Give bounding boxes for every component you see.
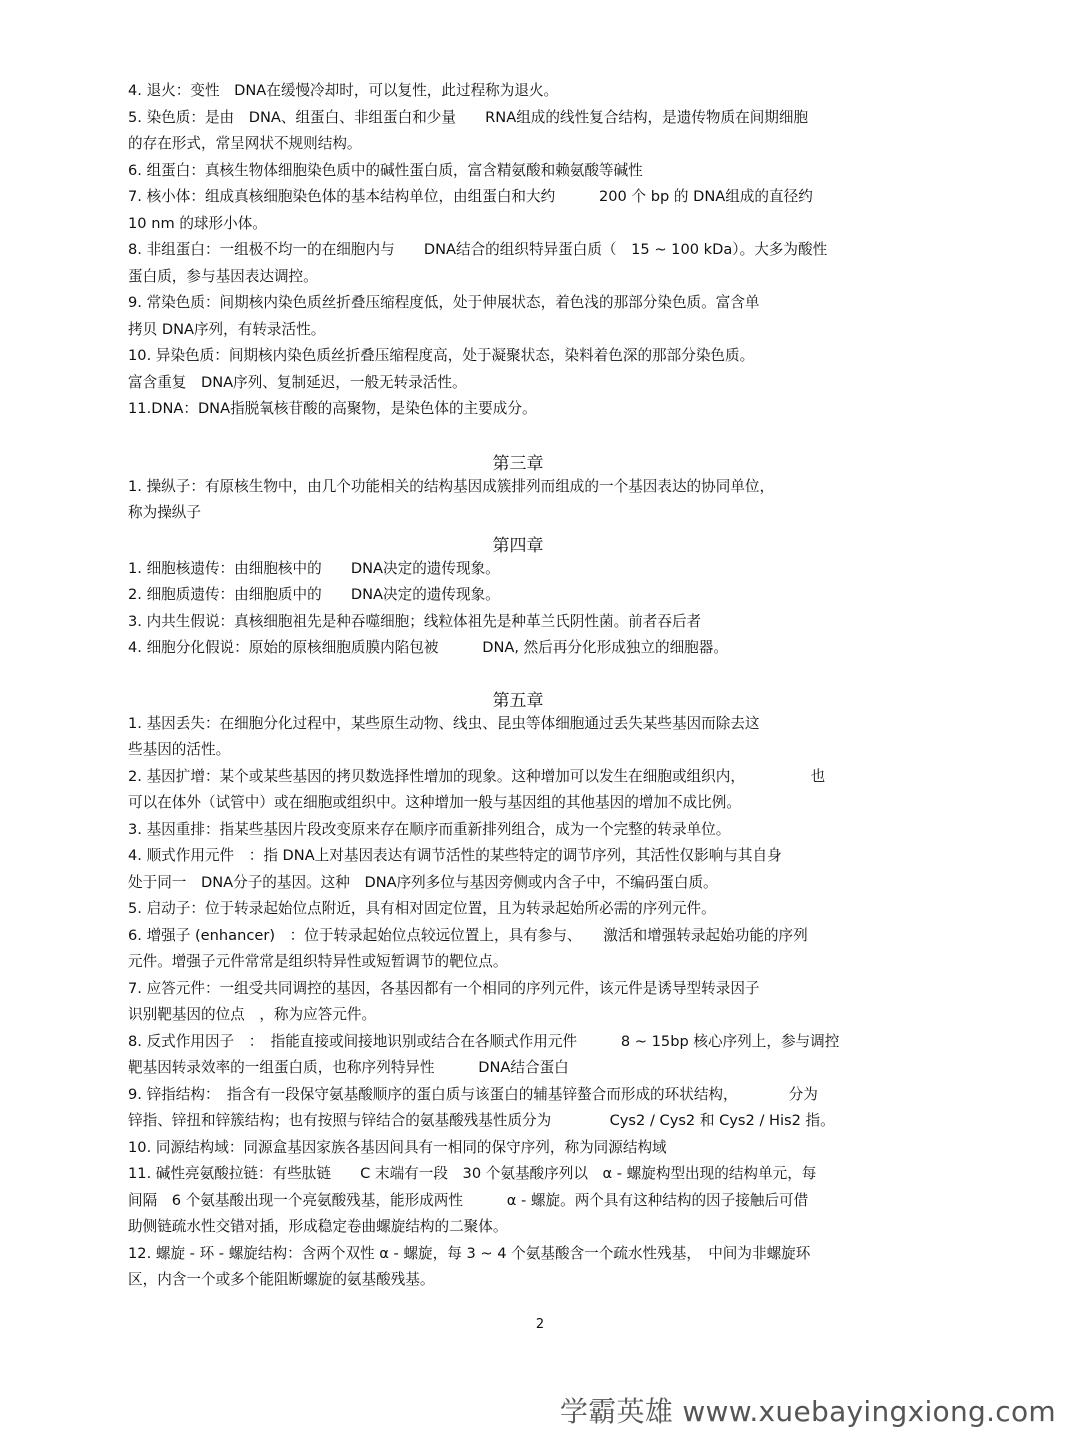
text-line: 拷贝 DNA序列，有转录活性。 <box>128 320 326 338</box>
text-line: 4. 退火：变性 DNA在缓慢冷却时，可以复性，此过程称为退火。 <box>128 82 559 99</box>
text-line: 4. 细胞分化假说：原始的原核细胞质膜内陷包被 DNA, 然后再分化形成独立的细胞器。 <box>128 639 728 656</box>
text-line: 10. 同源结构域：同源盒基因家族各基因间具有一相同的保守序列，称为同源结构域 <box>128 1138 667 1156</box>
text-line: 1. 细胞核遗传：由细胞核中的 DNA决定的遗传现象。 <box>128 559 500 577</box>
text-line: 助侧链疏水性交错对插，形成稳定卷曲螺旋结构的二聚体。 <box>128 1218 508 1235</box>
text-line: 4. 顺式作用元件 ：指 DNA上对基因表达有调节活性的某些特定的调节序列，其活性仅影响与其自身 <box>128 847 782 864</box>
text-line: 些基因的活性。 <box>128 741 231 758</box>
text-line: 富含重复 DNA序列、复制延迟，一般无转录活性。 <box>128 373 467 391</box>
text-line: 6. 组蛋白：真核生物体细胞染色质中的碱性蛋白质，富含精氨酸和赖氨酸等碱性 <box>128 161 643 179</box>
text-line: 1. 基因丢失：在细胞分化过程中，某些原生动物、线虫、昆虫等体细胞通过丢失某些基因而除去这 <box>128 714 760 732</box>
chapter-4-section <box>128 556 928 662</box>
text-line: 12. 螺旋 - 环 - 螺旋结构：含两个双性 α - 螺旋，每 3 ~ 4 个氨基酸含一个疏水性残基， 中间为非螺旋环 <box>128 1244 811 1262</box>
text-line: 元件。增强子元件常常是组织特异性或短暂调节的靶位点。 <box>128 953 508 970</box>
chapter-3-section <box>128 474 928 527</box>
chapter-5-title: 第五章 <box>492 690 544 711</box>
page-number: 2 <box>535 1317 545 1332</box>
text-line: 8. 反式作用因子 ： 指能直接或间接地识别或结合在各顺式作用元件 8 ~ 15bp 核心序列上，参与调控 <box>128 1032 840 1050</box>
text-line: 蛋白质，参与基因表达调控。 <box>128 267 318 285</box>
chapter-2-section <box>128 78 928 423</box>
text-line: 7. 应答元件：一组受共同调控的基因，各基因都有一个相同的序列元件，该元件是诱导型转录因子 <box>128 979 760 997</box>
text-line: 8. 非组蛋白：一组极不均一的在细胞内与 DNA结合的组织特异蛋白质（ 15 ~ 100 kDa）。大多为酸性 <box>128 241 828 258</box>
text-line: 靶基因转录效率的一组蛋白质，也称序列特异性 DNA结合蛋白 <box>128 1059 569 1076</box>
chapter-5-section <box>128 711 928 1294</box>
text-line: 区，内含一个或多个能阻断螺旋的氨基酸残基。 <box>128 1271 435 1288</box>
text-line: 5. 染色质：是由 DNA、组蛋白、非组蛋白和少量 RNA组成的线性复合结构，是遗传物质在间期细胞 <box>128 108 809 126</box>
text-line: 处于同一 DNA分子的基因。这种 DNA序列多位与基因旁侧或内含子中，不编码蛋白质。 <box>128 873 718 891</box>
text-line: 11.DNA：DNA指脱氧核苷酸的高聚物，是染色体的主要成分。 <box>128 400 537 417</box>
text-line: 1. 操纵子：有原核生物中，由几个功能相关的结构基因成簇排列而组成的一个基因表达的协同单位， <box>128 477 775 495</box>
text-line: 6. 增强子 (enhancer) ：位于转录起始位点较远位置上，具有参与、 激活和增强转录起始功能的序列 <box>128 926 808 944</box>
text-line: 锌指、锌扭和锌簇结构；也有按照与锌结合的氨基酸残基性质分为 Cys2 / Cys2 和 Cys2 / His2 指。 <box>128 1112 835 1129</box>
text-line: 11. 碱性亮氨酸拉链：有些肽链 C 末端有一段 30 个氨基酸序列以 α - 螺旋构型出现的结构单元，每 <box>128 1165 817 1182</box>
text-line: 可以在体外（试管中）或在细胞或组织中。这种增加一般与基因组的其他基因的增加不成比例。 <box>128 794 741 811</box>
text-line: 3. 基因重排：指某些基因片段改变原来存在顺序而重新排列组合，成为一个完整的转录单位。 <box>128 820 731 838</box>
text-line: 5. 启动子：位于转录起始位点附近，具有相对固定位置，且为转录起始所必需的序列元件。 <box>128 900 716 917</box>
chapter-4-title: 第四章 <box>492 535 544 556</box>
text-line: 2. 基因扩增：某个或某些基因的拷贝数选择性增加的现象。这种增加可以发生在细胞或组织内， 也 <box>128 767 826 785</box>
text-line: 识别靶基因的位点 ，称为应答元件。 <box>128 1006 377 1023</box>
text-line: 9. 锌指结构： 指含有一段保守氨基酸顺序的蛋白质与该蛋白的辅基锌螯合而形成的环状结构， 分为 <box>128 1085 818 1103</box>
text-line: 7. 核小体：组成真核细胞染色体的基本结构单位，由组蛋白和大约 200 个 bp 的 DNA组成的直径约 <box>128 188 813 205</box>
text-line: 9. 常染色质：间期核内染色质丝折叠压缩程度低，处于伸展状态，着色浅的那部分染色质。富含单 <box>128 294 760 311</box>
chapter-3-title: 第三章 <box>492 453 544 474</box>
watermark-text: 学霸英雄 www.xuebayingxiong.com <box>559 1395 1056 1428</box>
text-line: 2. 细胞质遗传：由细胞质中的 DNA决定的遗传现象。 <box>128 586 500 603</box>
text-line: 10 nm 的球形小体。 <box>128 214 267 232</box>
text-line: 称为操纵子 <box>128 504 201 521</box>
text-line: 的存在形式，常呈网状不规则结构。 <box>128 135 362 152</box>
text-line: 间隔 6 个氨基酸出现一个亮氨酸残基，能形成两性 α - 螺旋。两个具有这种结构的因子接触后可借 <box>128 1191 809 1209</box>
text-line: 3. 内共生假说：真核细胞祖先是种吞噬细胞；线粒体祖先是种革兰氏阴性菌。前者吞后者 <box>128 612 702 630</box>
text-line: 10. 异染色质：间期核内染色质丝折叠压缩程度高，处于凝聚状态，染料着色深的那部分染色质。 <box>128 347 755 364</box>
document-body <box>128 78 928 1294</box>
